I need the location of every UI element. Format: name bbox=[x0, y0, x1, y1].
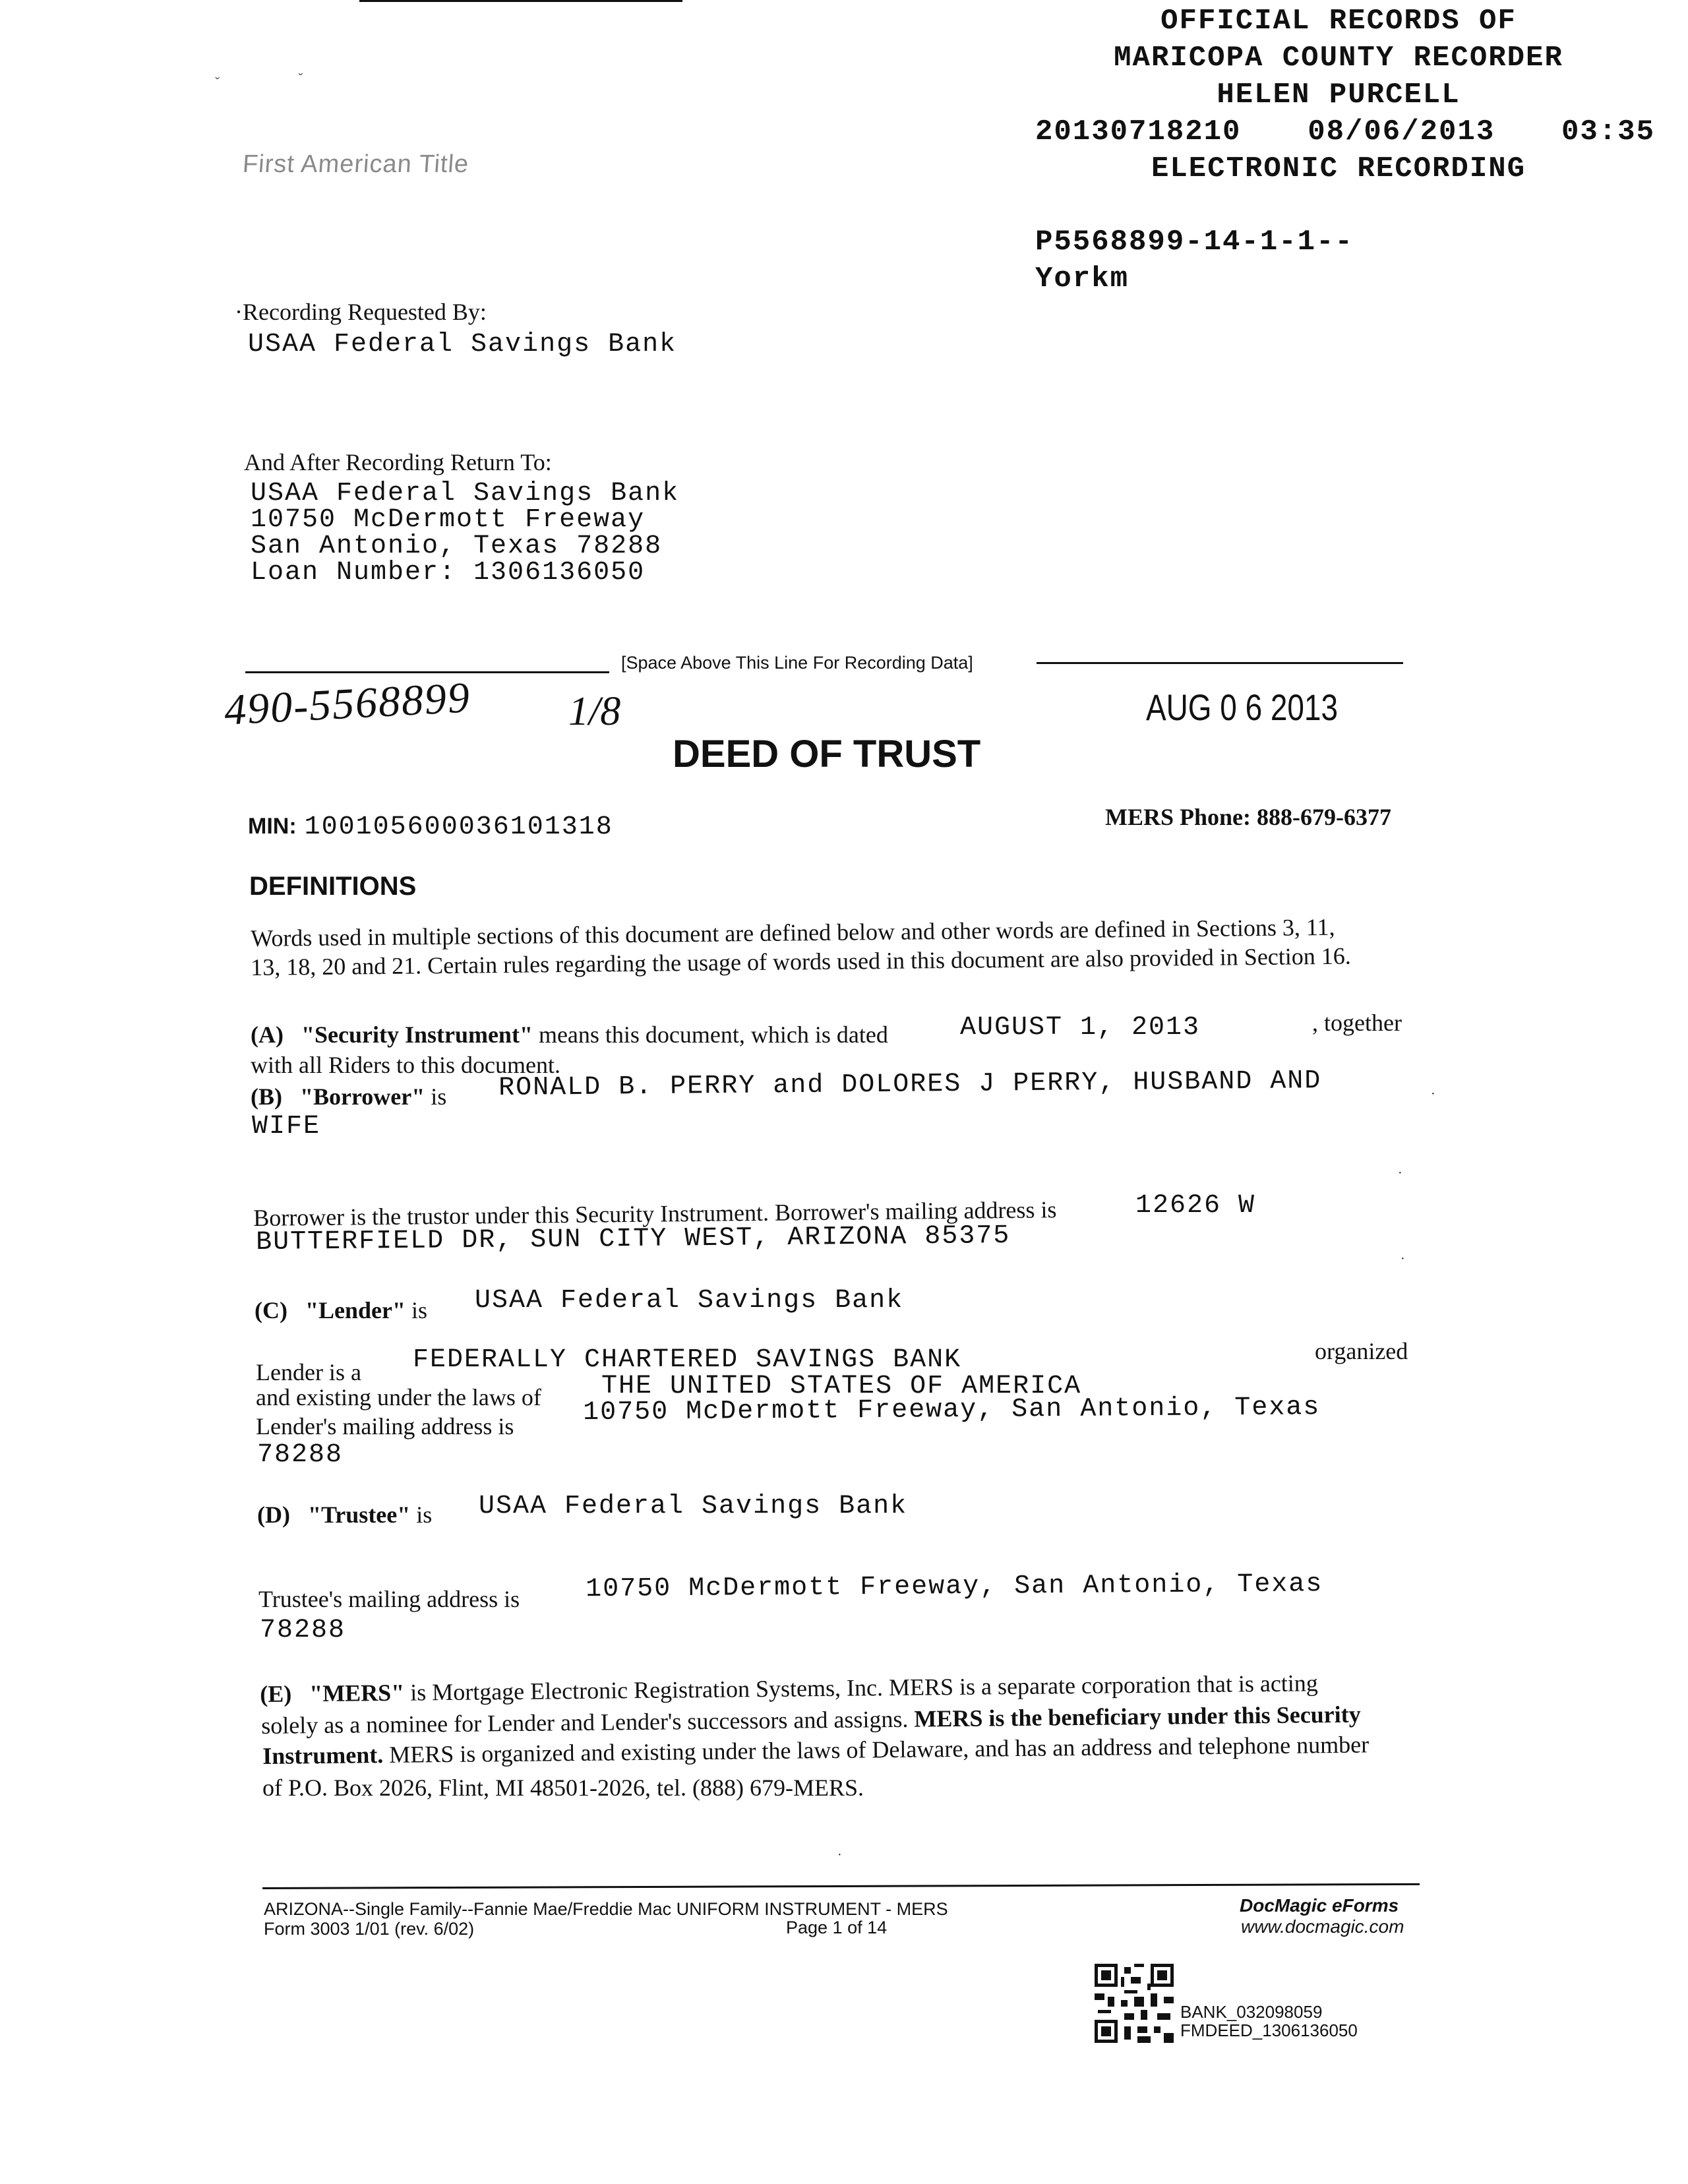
definition-a-letter: (A) bbox=[251, 1021, 284, 1048]
scan-speck: · bbox=[1431, 1087, 1435, 1101]
intro-line-1: Words used in multiple sections of this document are defined below and other words are defined in Sections 3, 11, bbox=[251, 913, 1335, 952]
definition-e-letter: (E) bbox=[260, 1680, 292, 1707]
lender-address-label: Lender's mailing address is bbox=[256, 1413, 514, 1440]
lender-existing-label: and existing under the laws of bbox=[256, 1384, 541, 1410]
definition-d-letter: (D) bbox=[257, 1502, 290, 1528]
lender-type: FEDERALLY CHARTERED SAVINGS BANK bbox=[413, 1345, 962, 1375]
return-to-line-4: Loan Number: 1306136050 bbox=[251, 558, 646, 588]
recorder-ref-2: Yorkm bbox=[1035, 262, 1130, 295]
definition-d bbox=[257, 1501, 432, 1529]
space-line-right bbox=[1037, 662, 1403, 664]
definition-e-text-3b: MERS is organized and existing under the laws of Delaware, and has an address and telephone number bbox=[389, 1731, 1370, 1768]
definition-d-term: "Trustee" bbox=[307, 1502, 411, 1528]
definition-a-together: , together bbox=[1312, 1010, 1402, 1036]
definition-a-line-2: with all Riders to this document. bbox=[251, 1052, 560, 1078]
recorder-block bbox=[1015, 3, 1662, 187]
definition-c-term: "Lender" bbox=[305, 1297, 406, 1323]
footer-page: Page 1 of 14 bbox=[786, 1918, 888, 1937]
recorder-line-5: ELECTRONIC RECORDING bbox=[1151, 152, 1526, 185]
definition-e-text-2a: solely as a nominee for Lender and Lender's successors and assigns. bbox=[261, 1705, 909, 1739]
min-label: MIN: bbox=[248, 814, 297, 839]
recording-requested-value: USAA Federal Savings Bank bbox=[248, 330, 677, 359]
definition-e-line-4: of P.O. Box 2026, Flint, MI 48501-2026, tel. (888) 679-MERS. bbox=[262, 1774, 864, 1801]
trustee-address-line-1: 10750 McDermott Freeway, San Antonio, Texas bbox=[586, 1569, 1323, 1604]
date-stamp: AUG 0 6 2013 bbox=[1146, 686, 1339, 728]
definition-a bbox=[251, 1021, 888, 1048]
top-rule bbox=[359, 0, 682, 2]
definition-b bbox=[251, 1083, 446, 1110]
scan-speck-3: · bbox=[1401, 1252, 1405, 1266]
lender-address-line-2: 78288 bbox=[257, 1440, 344, 1470]
return-to-line-2: 10750 McDermott Freeway bbox=[251, 505, 646, 535]
borrower-names-line-1: RONALD B. PERRY and DOLORES J PERRY, HUSBAND AND bbox=[498, 1066, 1322, 1103]
recording-date: 08/06/2013 bbox=[1308, 115, 1495, 148]
space-above-line-label: [Space Above This Line For Recording Data] bbox=[621, 653, 973, 673]
trustee-address-line-2: 78288 bbox=[260, 1616, 346, 1645]
definition-b-letter: (B) bbox=[251, 1083, 282, 1110]
footer-rule bbox=[262, 1883, 1420, 1889]
scan-speck-4: · bbox=[837, 1848, 842, 1862]
qr-barcode bbox=[1095, 1964, 1174, 2043]
min-row bbox=[248, 812, 613, 842]
lender-laws: THE UNITED STATES OF AMERICA bbox=[601, 1372, 1082, 1401]
definitions-heading: DEFINITIONS bbox=[249, 872, 417, 901]
footer-brand: DocMagic eForms bbox=[1240, 1895, 1399, 1916]
recorder-ref-1: P5568899-14-1-1-- bbox=[1035, 226, 1354, 258]
document-title: DEED OF TRUST bbox=[673, 733, 981, 775]
borrower-address-label: Borrower is the trustor under this Security Instrument. Borrower's mailing address is bbox=[253, 1196, 1057, 1231]
space-line-left bbox=[245, 671, 609, 673]
footer-form-line-2: Form 3003 1/01 (rev. 6/02) bbox=[264, 1919, 475, 1939]
definition-b-term: "Borrower" bbox=[300, 1083, 425, 1110]
lender-organized: organized bbox=[1315, 1338, 1408, 1364]
footer-form-line-1: ARIZONA--Single Family--Fannie Mae/Freddie Mac UNIFORM INSTRUMENT - MERS bbox=[264, 1899, 948, 1919]
scan-mark-2: ˇ bbox=[298, 70, 303, 86]
borrower-address-line-2: BUTTERFIELD DR, SUN CITY WEST, ARIZONA 85375 bbox=[256, 1221, 1011, 1258]
recorder-line-3: HELEN PURCELL bbox=[1217, 78, 1461, 111]
recorder-line-4 bbox=[1035, 113, 1655, 150]
trustee-address-label: Trustee's mailing address is bbox=[258, 1586, 520, 1612]
definition-c-letter: (C) bbox=[255, 1297, 287, 1323]
definition-e-text-3a: Instrument. bbox=[262, 1742, 384, 1769]
return-to-line-3: San Antonio, Texas 78288 bbox=[251, 531, 663, 561]
title-company-stamp: First American Title bbox=[241, 150, 470, 178]
barcode-code-1: BANK_032098059 bbox=[1180, 2002, 1323, 2022]
recording-requested-label: ·Recording Requested By: bbox=[235, 299, 487, 325]
recording-number: 20130718210 bbox=[1035, 115, 1242, 148]
scan-mark: ˇ bbox=[215, 74, 220, 90]
definition-a-text: means this document, which is dated bbox=[538, 1021, 888, 1048]
recorder-line-1: OFFICIAL RECORDS OF bbox=[1160, 5, 1517, 38]
return-to-label: And After Recording Return To: bbox=[244, 449, 552, 475]
lender-address-line-1: 10750 McDermott Freeway, San Antonio, Texas bbox=[583, 1393, 1321, 1428]
lender-is-a-label: Lender is a bbox=[256, 1359, 361, 1385]
recording-time: 03:35 bbox=[1561, 115, 1655, 148]
definition-d-is: is bbox=[416, 1502, 433, 1528]
recorder-line-2: MARICOPA COUNTY RECORDER bbox=[1114, 42, 1563, 75]
definition-c bbox=[255, 1296, 427, 1324]
handwritten-initials: 1/8 bbox=[568, 689, 621, 734]
borrower-address-line-1: 12626 W bbox=[1135, 1191, 1256, 1221]
scan-speck-2: · bbox=[1398, 1166, 1402, 1180]
definition-e-term: "MERS" bbox=[309, 1679, 405, 1707]
intro-line-2: 13, 18, 20 and 21. Certain rules regarding the usage of words used in this document are also provided in Section 16. bbox=[251, 942, 1351, 981]
mers-phone: MERS Phone: 888-679-6377 bbox=[1105, 804, 1391, 830]
security-instrument-date: AUGUST 1, 2013 bbox=[960, 1013, 1201, 1043]
barcode-code-2: FMDEED_1306136050 bbox=[1180, 2020, 1358, 2040]
definition-a-term: "Security Instrument" bbox=[301, 1021, 533, 1048]
handwritten-number: 490-5568899 bbox=[223, 673, 472, 735]
return-to-line-1: USAA Federal Savings Bank bbox=[251, 479, 680, 508]
definition-c-is: is bbox=[411, 1297, 427, 1323]
definition-e-text-2b: MERS is the beneficiary under this Security bbox=[914, 1701, 1361, 1732]
footer-url: www.docmagic.com bbox=[1241, 1916, 1404, 1937]
borrower-names-line-2: WIFE bbox=[252, 1112, 321, 1141]
qr-barcode-graphic bbox=[1095, 1964, 1174, 2043]
min-value: 100105600036101318 bbox=[304, 812, 613, 842]
definition-b-is: is bbox=[431, 1083, 447, 1110]
lender-name: USAA Federal Savings Bank bbox=[475, 1286, 904, 1316]
definition-e-text-1: is Mortgage Electronic Registration Systems, Inc. MERS is a separate corporation that is acting bbox=[409, 1670, 1319, 1706]
trustee-name: USAA Federal Savings Bank bbox=[479, 1492, 908, 1521]
